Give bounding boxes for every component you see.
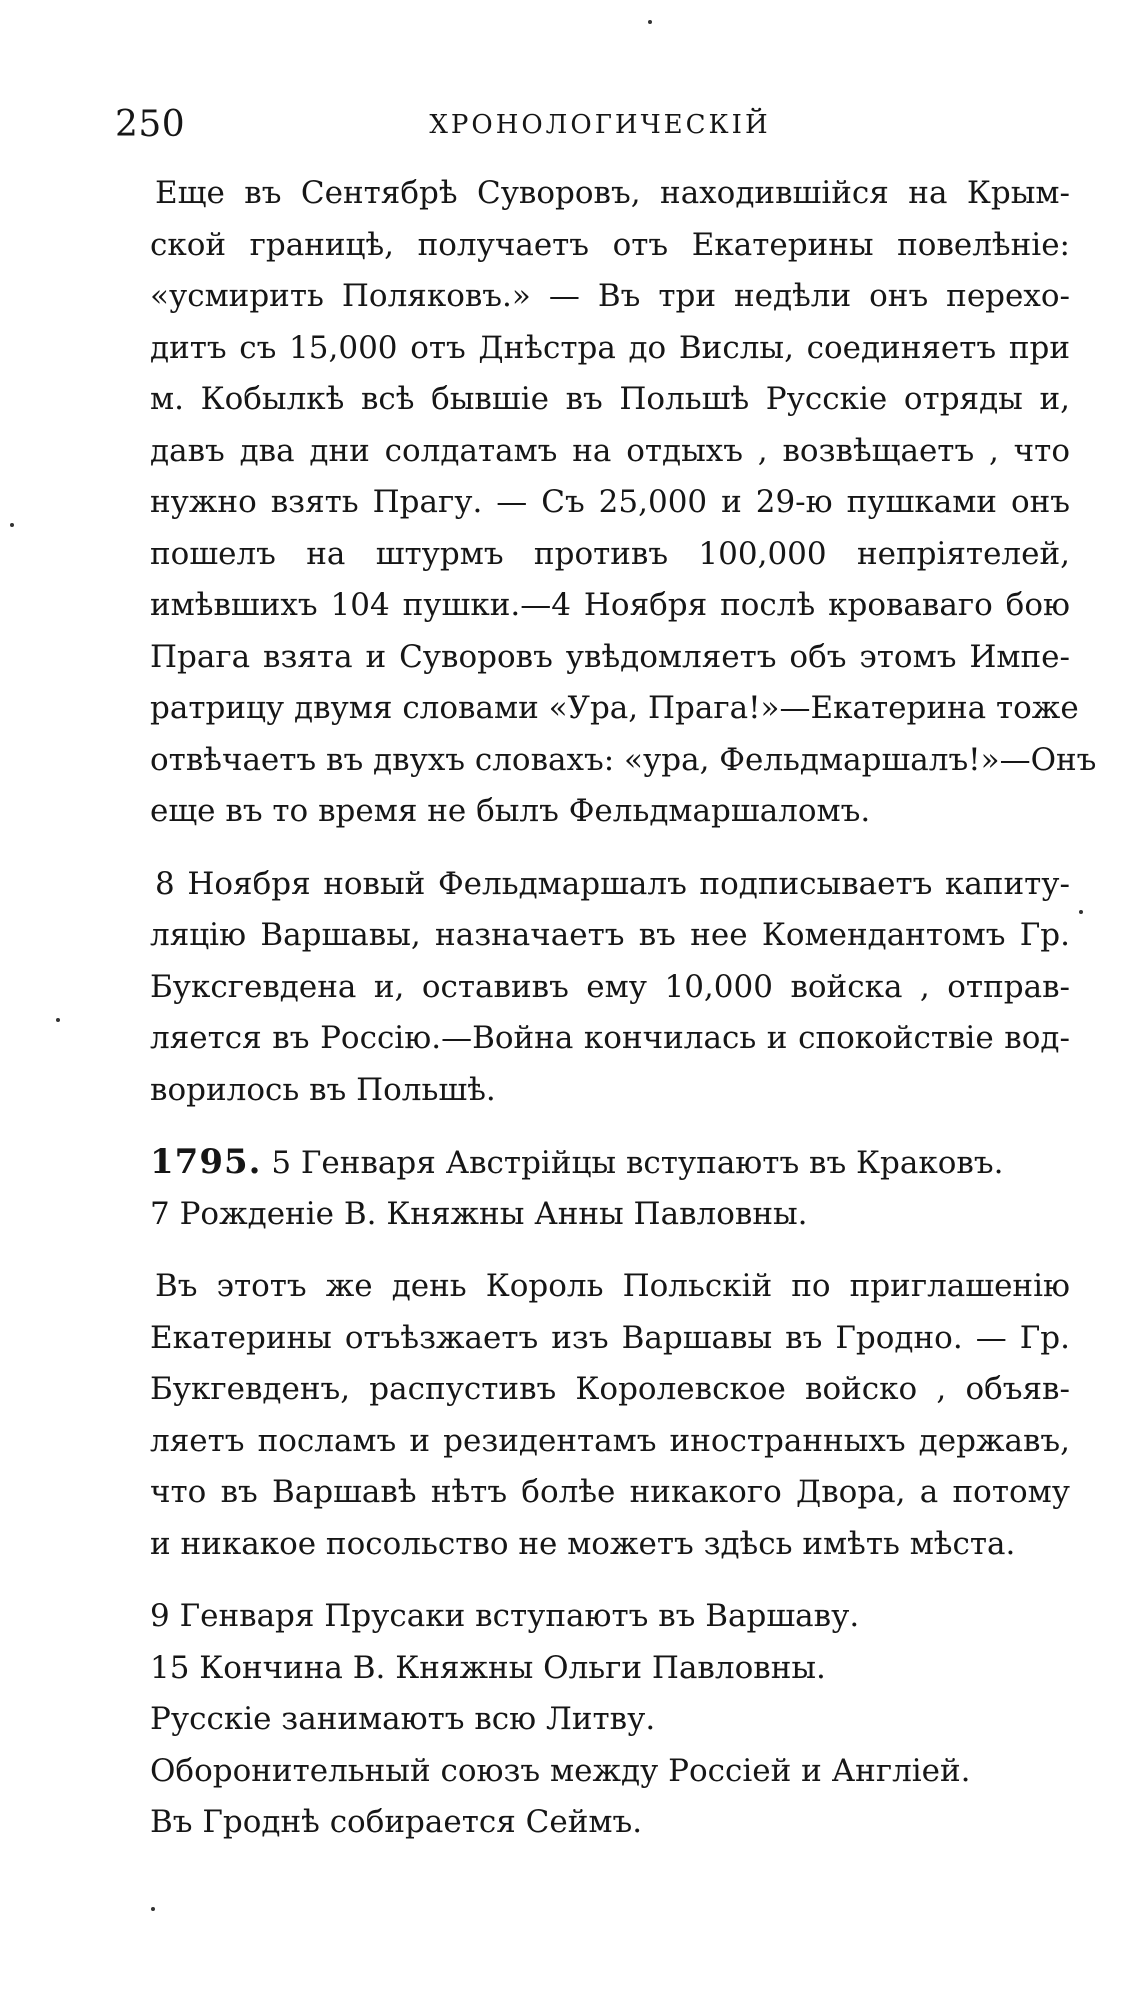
page-header bbox=[115, 100, 1065, 150]
year-entry bbox=[150, 1137, 1070, 1189]
text-line: м. Кобылкѣ всѣ бывшіе въ Польшѣ Русскіе отряды и, bbox=[150, 381, 1070, 417]
year-entry bbox=[150, 1189, 1070, 1241]
text-line: Прага взята и Суворовъ увѣдомляетъ объ этомъ Импе- bbox=[150, 638, 1070, 675]
text-line: Букгевденъ, распустивъ Королевское войско , объяв- bbox=[150, 1371, 1070, 1407]
text-line: Еще въ Сентябрѣ Суворовъ, находившійся на Крым- bbox=[155, 175, 1070, 211]
text-line: Екатерины отъѣзжаетъ изъ Варшавы въ Гродно. — Гр. bbox=[150, 1319, 1070, 1356]
text-line: ляцію Варшавы, назначаетъ въ нее Комендантомъ Гр. bbox=[150, 917, 1070, 953]
text-line: «усмирить Поляковъ.» — Въ три недѣли онъ перехо- bbox=[150, 278, 1070, 314]
text-line: давъ два дни солдатамъ на отдыхъ , возвѣщаетъ , что bbox=[150, 432, 1070, 469]
text-line: что въ Варшавѣ нѣтъ болѣе никакого Двора, а потому bbox=[150, 1474, 1070, 1510]
entry-text: 5 Генваря Австрійцы вступаютъ въ Краковъ. bbox=[271, 1145, 1004, 1181]
list-item: 9 Генваря Прусаки вступаютъ въ Варшаву. bbox=[150, 1598, 860, 1634]
year-entries bbox=[150, 1137, 1070, 1240]
text-line: имѣвшихъ 104 пушки.—4 Ноября послѣ кроваваго бою bbox=[150, 587, 1070, 623]
text-line: дитъ съ 15,000 отъ Днѣстра до Вислы, соединяетъ при bbox=[150, 329, 1070, 366]
text-line: нужно взять Прагу. — Съ 25,000 и 29-ю пушками онъ bbox=[150, 484, 1070, 520]
text-line: ратрицу двумя словами «Ура, Прага!»—Екатерина тоже bbox=[150, 690, 1079, 726]
text-line: отвѣчаетъ въ двухъ словахъ: «ура, Фельдмаршалъ!»—Онъ bbox=[150, 741, 1097, 778]
text-line: ляется въ Россію.—Война кончилась и спокойствіе вод- bbox=[150, 1020, 1070, 1056]
ink-speck bbox=[1079, 910, 1083, 914]
list-item: Русскіе занимаютъ всю Литву. bbox=[150, 1701, 656, 1737]
year-label: 1795. bbox=[150, 1142, 262, 1182]
page-number: 250 bbox=[115, 104, 186, 145]
ink-speck bbox=[10, 523, 14, 527]
list-item: 15 Кончина В. Княжны Ольги Павловны. bbox=[150, 1649, 826, 1686]
paragraph-king bbox=[150, 1261, 1070, 1570]
text-line: и никакое посольство не можетъ здѣсь имѣть мѣста. bbox=[150, 1525, 1016, 1562]
ink-speck bbox=[151, 1907, 155, 1911]
text-line: ской границѣ, получаетъ отъ Екатерины повелѣніе: bbox=[150, 226, 1070, 263]
body-text bbox=[150, 168, 1097, 1870]
text-line: 8 Ноября новый Фельдмаршалъ подписываетъ капиту- bbox=[155, 865, 1070, 902]
ink-speck bbox=[648, 20, 652, 24]
list-item: Оборонительный союзъ между Россіей и Англіей. bbox=[150, 1752, 971, 1789]
entry-text: 7 Рожденіе В. Княжны Анны Павловны. bbox=[150, 1195, 808, 1232]
text-line: Въ этотъ же день Король Польскій по приглашенію bbox=[155, 1268, 1070, 1304]
text-line: еще въ то время не былъ Фельдмаршаломъ. bbox=[150, 793, 871, 829]
paragraph-capitulation bbox=[150, 859, 1070, 1117]
text-line: пошелъ на штурмъ противъ 100,000 непріятелей, bbox=[150, 535, 1070, 572]
list-item: Въ Гроднѣ собирается Сеймъ. bbox=[150, 1804, 643, 1840]
text-line: ворилось въ Польшѣ. bbox=[150, 1071, 496, 1108]
ink-speck bbox=[56, 1018, 60, 1022]
text-line: Буксгевдена и, оставивъ ему 10,000 войска , отправ- bbox=[150, 968, 1070, 1005]
running-title: ХРОНОЛОГИЧЕСКІЙ bbox=[429, 110, 771, 140]
text-line: ляетъ посламъ и резидентамъ иностранныхъ державъ, bbox=[150, 1422, 1070, 1459]
paragraph-suvorov bbox=[150, 168, 1097, 838]
final-entries bbox=[150, 1591, 1070, 1849]
